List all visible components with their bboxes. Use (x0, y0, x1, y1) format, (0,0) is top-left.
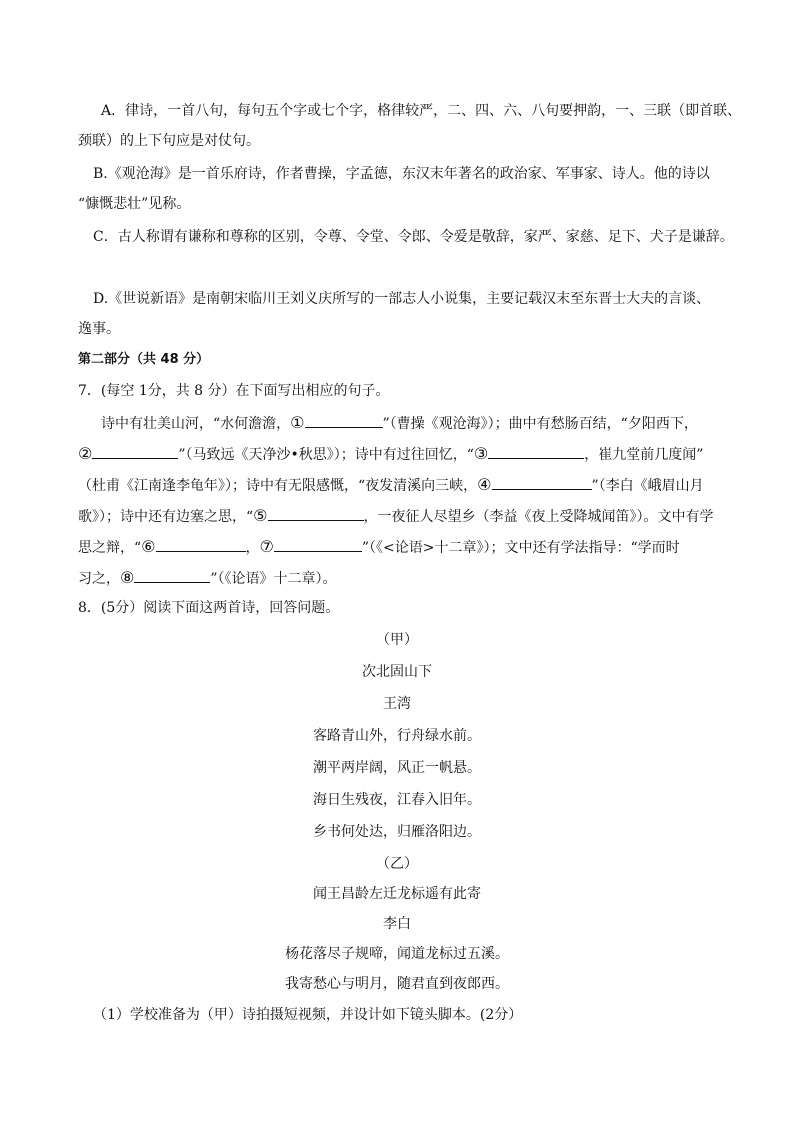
poem-a-label: （甲） (376, 632, 418, 648)
q7-text: ”（马致远《天净沙•秋思》）；诗中有过往回忆，“ (178, 447, 474, 463)
q7-line5 (78, 536, 680, 558)
answer-blank-5[interactable] (268, 505, 364, 521)
blank-number: ④ (477, 475, 492, 494)
q7-text: ， (245, 540, 260, 556)
poem-b-author: 李白 (383, 916, 411, 932)
blank-number: ⑥ (141, 537, 156, 556)
poem-a-line: 客路青山外，行舟绿水前。 (313, 728, 481, 744)
q7-text: 歌》）；诗中还有边塞之思，“ (78, 509, 254, 525)
q7-line1 (101, 412, 698, 434)
blank-number: ⑧ (120, 568, 135, 587)
q7-text: 思之辩，“ (78, 540, 142, 556)
q7-line6 (78, 567, 337, 589)
q7-text: ”（《论语》十二章）。 (210, 571, 337, 587)
blank-number: ⑦ (259, 537, 274, 556)
q7-text: ”（曹操《观沧海》）；曲中有愁肠百结，“夕阳西下， (382, 416, 698, 432)
option-a-line1: A．律诗，一首八句，每句五个字或七个字，格律较严，二、四、六、八句要押韵，一、三联（即首联、 (101, 103, 742, 119)
answer-blank-8[interactable] (134, 567, 210, 583)
poem-b-title: 闻王昌龄左迁龙标遥有此寄 (313, 886, 481, 902)
q7-text: ”（《<论语>十二章》）；文中还有学法指导：“学而时 (361, 540, 680, 556)
answer-blank-7[interactable] (274, 536, 362, 552)
q7-line3 (78, 474, 704, 496)
blank-number: ③ (473, 444, 489, 463)
answer-blank-3[interactable] (488, 443, 584, 459)
poem-a-line: 乡书何处达，归雁洛阳边。 (313, 824, 481, 840)
q7-text: ，崔九堂前几度闻” (584, 447, 704, 463)
blank-number: ⑤ (253, 506, 268, 525)
poem-a-author: 王湾 (383, 696, 411, 712)
q7-stem: 7．(每空 1分，共 8 分）在下面写出相应的句子。 (78, 383, 390, 399)
q8-sub1: （1）学校准备为（甲）诗拍摄短视频，并设计如下镜头脚本。(2分） (93, 1007, 523, 1023)
q7-text: （杜甫《江南逢李龟年》）；诗中有无限感慨，“夜发清溪向三峡， (78, 478, 478, 494)
poem-a-line: 潮平两岸阔，风正一帆悬。 (313, 760, 481, 776)
option-b-line1: B.《观沧海》是一首乐府诗，作者曹操，字孟德，东汉末年著名的政治家、军事家、诗人。他的诗以 (93, 166, 710, 182)
answer-blank-1[interactable] (305, 412, 383, 428)
q7-line4 (78, 505, 714, 527)
option-a-line2: 颈联）的上下句应是对仗句。 (78, 133, 260, 149)
blank-number: ② (78, 444, 93, 463)
answer-blank-6[interactable] (156, 536, 246, 552)
answer-blank-4[interactable] (492, 474, 592, 490)
answer-blank-2[interactable] (92, 443, 178, 459)
poem-a-title: 次北固山下 (362, 664, 432, 680)
poem-b-line: 杨花落尽子规啼，闻道龙标过五溪。 (285, 946, 509, 962)
option-b-line2: “慷慨悲壮”见称。 (78, 196, 191, 212)
poem-a-line: 海日生残夜，江春入旧年。 (313, 792, 481, 808)
q7-text: ，一夜征人尽望乡（李益《夜上受降城闻笛》）。文中有学 (363, 509, 714, 525)
poem-b-label: （乙） (376, 856, 418, 872)
option-d-line1: D.《世说新语》是南朝宋临川王刘义庆所写的一部志人小说集，主要记载汉末至东晋士大夫的言谈、 (93, 291, 711, 307)
option-c-line1: C．古人称谓有谦称和尊称的区别，令尊、令堂、令郎、令爱是敬辞，家严、家慈、足下、犬子是谦辞。 (93, 229, 734, 245)
part2-heading: 第二部分（共 48 分） (78, 352, 210, 367)
q7-text: 诗中有壮美山河，“水何澹澹， (101, 416, 291, 432)
q8-stem: 8．(5分）阅读下面这两首诗，回答问题。 (78, 600, 340, 616)
option-d-line2: 逸事。 (78, 321, 120, 337)
poem-b-line: 我寄愁心与明月，随君直到夜郎西。 (285, 976, 509, 992)
blank-number: ① (290, 413, 305, 432)
q7-text: 习之， (78, 571, 120, 587)
q7-text: ”（李白《峨眉山月 (591, 478, 704, 494)
q7-line2 (78, 443, 703, 465)
